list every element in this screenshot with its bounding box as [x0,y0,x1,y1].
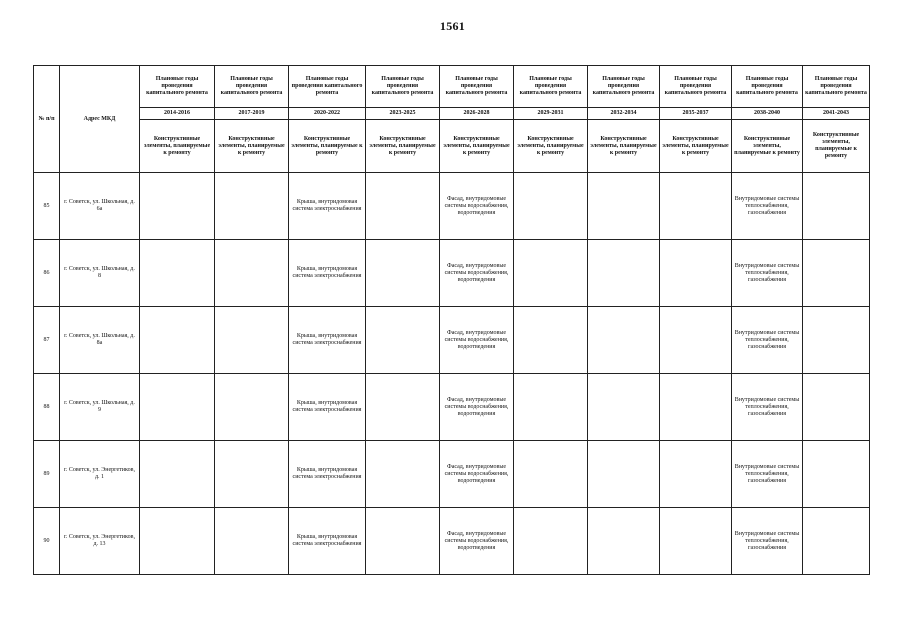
row-cell [140,307,215,374]
row-cell [514,374,588,441]
header-num: № п/п [34,66,60,173]
row-cell: Внутридомовые системы теплоснабжения, газоснабжения [732,374,803,441]
header-period-elements: Конструктивные элементы, планируемые к ремонту [289,120,366,173]
row-cell [803,240,870,307]
row-cell: Внутридомовые системы теплоснабжения, газоснабжения [732,173,803,240]
row-number: 90 [34,508,60,575]
header-period-title: Плановые годы проведения капитального ремонта [366,66,440,108]
row-cell [803,374,870,441]
row-address: г. Советск, ул. Школьная, д. 6а [60,173,140,240]
row-number: 85 [34,173,60,240]
row-cell: Внутридомовые системы теплоснабжения, газоснабжения [732,441,803,508]
table-row [34,307,870,374]
header-period-elements: Конструктивные элементы, планируемые к ремонту [140,120,215,173]
header-period-years: 2029-2031 [514,108,588,120]
row-cell: Крыша, внутридомовая система электроснабжения [289,508,366,575]
header-period-title: Плановые годы проведения капитального ремонта [803,66,870,108]
header-period-title: Плановые годы проведения капитального ремонта [732,66,803,108]
header-period-elements: Конструктивные элементы, планируемые к ремонту [732,120,803,173]
header-period-title: Плановые годы проведения капитального ремонта [514,66,588,108]
row-cell [140,240,215,307]
row-cell: Крыша, внутридомовая система электроснабжения [289,240,366,307]
row-cell [514,240,588,307]
header-row-elements [34,120,870,173]
row-cell [588,240,660,307]
row-cell [803,173,870,240]
row-cell: Фасад, внутридомовые системы водоснабжения, водоотведения [440,374,514,441]
row-cell: Фасад, внутридомовые системы водоснабжения, водоотведения [440,508,514,575]
row-cell [366,374,440,441]
header-period-title: Плановые годы проведения капитального ремонта [289,66,366,108]
row-cell [366,441,440,508]
header-period-years: 2014-2016 [140,108,215,120]
row-cell [215,374,289,441]
row-cell [140,173,215,240]
page-number: 1561 [439,19,466,33]
header-period-years: 2041-2043 [803,108,870,120]
row-cell [660,173,732,240]
row-cell [140,441,215,508]
header-period-years: 2017-2019 [215,108,289,120]
row-number: 86 [34,240,60,307]
table-row [34,240,870,307]
table-header [34,66,870,173]
header-period-years: 2026-2028 [440,108,514,120]
row-cell [514,307,588,374]
header-period-title: Плановые годы проведения капитального ремонта [215,66,289,108]
row-cell [588,508,660,575]
row-cell [514,508,588,575]
row-cell [660,441,732,508]
row-cell [803,307,870,374]
row-cell [588,173,660,240]
row-address: г. Советск, ул. Школьная, д. 9 [60,374,140,441]
row-cell: Крыша, внутридомовая система электроснабжения [289,441,366,508]
row-address: г. Советск, ул. Школьная, д. 8а [60,307,140,374]
table-body [34,173,870,575]
row-address: г. Советск, ул. Энергетиков, д. 13 [60,508,140,575]
header-period-title: Плановые годы проведения капитального ремонта [660,66,732,108]
header-period-elements: Конструктивные элементы, планируемые к ремонту [660,120,732,173]
row-cell [215,240,289,307]
row-address: г. Советск, ул. Школьная, д. 8 [60,240,140,307]
repair-plan-table [33,65,870,575]
table-row [34,374,870,441]
row-address: г. Советск, ул. Энергетиков, д. 1 [60,441,140,508]
row-cell [660,374,732,441]
row-cell: Крыша, внутридомовая система электроснабжения [289,374,366,441]
row-cell [514,173,588,240]
row-cell: Крыша, внутридомовая система электроснабжения [289,173,366,240]
table-row [34,441,870,508]
row-cell [215,307,289,374]
row-cell: Фасад, внутридомовые системы водоснабжения, водоотведения [440,441,514,508]
row-cell: Крыша, внутридомовая система электроснабжения [289,307,366,374]
row-number: 89 [34,441,60,508]
row-cell [140,374,215,441]
header-period-elements: Конструктивные элементы, планируемые к ремонту [514,120,588,173]
header-period-elements: Конструктивные элементы, планируемые к ремонту [588,120,660,173]
header-period-elements: Конструктивные элементы, планируемые к ремонту [803,120,870,173]
row-cell [215,173,289,240]
row-number: 87 [34,307,60,374]
row-cell [803,441,870,508]
row-cell [366,240,440,307]
row-number: 88 [34,374,60,441]
header-period-title: Плановые годы проведения капитального ремонта [588,66,660,108]
row-cell [366,508,440,575]
row-cell [366,307,440,374]
row-cell [514,441,588,508]
row-cell [660,508,732,575]
header-address: Адрес МКД [60,66,140,173]
row-cell: Фасад, внутридомовые системы водоснабжения, водоотведения [440,307,514,374]
row-cell [588,307,660,374]
header-period-title: Плановые годы проведения капитального ремонта [140,66,215,108]
row-cell: Фасад, внутридомовые системы водоснабжения, водоотведения [440,173,514,240]
header-period-elements: Конструктивные элементы, планируемые к ремонту [215,120,289,173]
row-cell: Фасад, внутридомовые системы водоснабжения, водоотведения [440,240,514,307]
row-cell [588,441,660,508]
header-period-years: 2020-2022 [289,108,366,120]
header-period-years: 2038-2040 [732,108,803,120]
header-period-elements: Конструктивные элементы, планируемые к ремонту [366,120,440,173]
table-row [34,508,870,575]
row-cell: Внутридомовые системы теплоснабжения, газоснабжения [732,307,803,374]
header-period-elements: Конструктивные элементы, планируемые к ремонту [440,120,514,173]
row-cell [215,441,289,508]
header-row-titles [34,66,870,108]
header-row-years [34,108,870,120]
header-period-years: 2023-2025 [366,108,440,120]
row-cell: Внутридомовые системы теплоснабжения, газоснабжения [732,508,803,575]
header-period-years: 2032-2034 [588,108,660,120]
header-period-years: 2035-2037 [660,108,732,120]
header-period-title: Плановые годы проведения капитального ремонта [440,66,514,108]
row-cell [660,240,732,307]
row-cell [803,508,870,575]
row-cell [660,307,732,374]
row-cell [588,374,660,441]
row-cell [366,173,440,240]
table-row [34,173,870,240]
row-cell: Внутридомовые системы теплоснабжения, газоснабжения [732,240,803,307]
row-cell [215,508,289,575]
row-cell [140,508,215,575]
